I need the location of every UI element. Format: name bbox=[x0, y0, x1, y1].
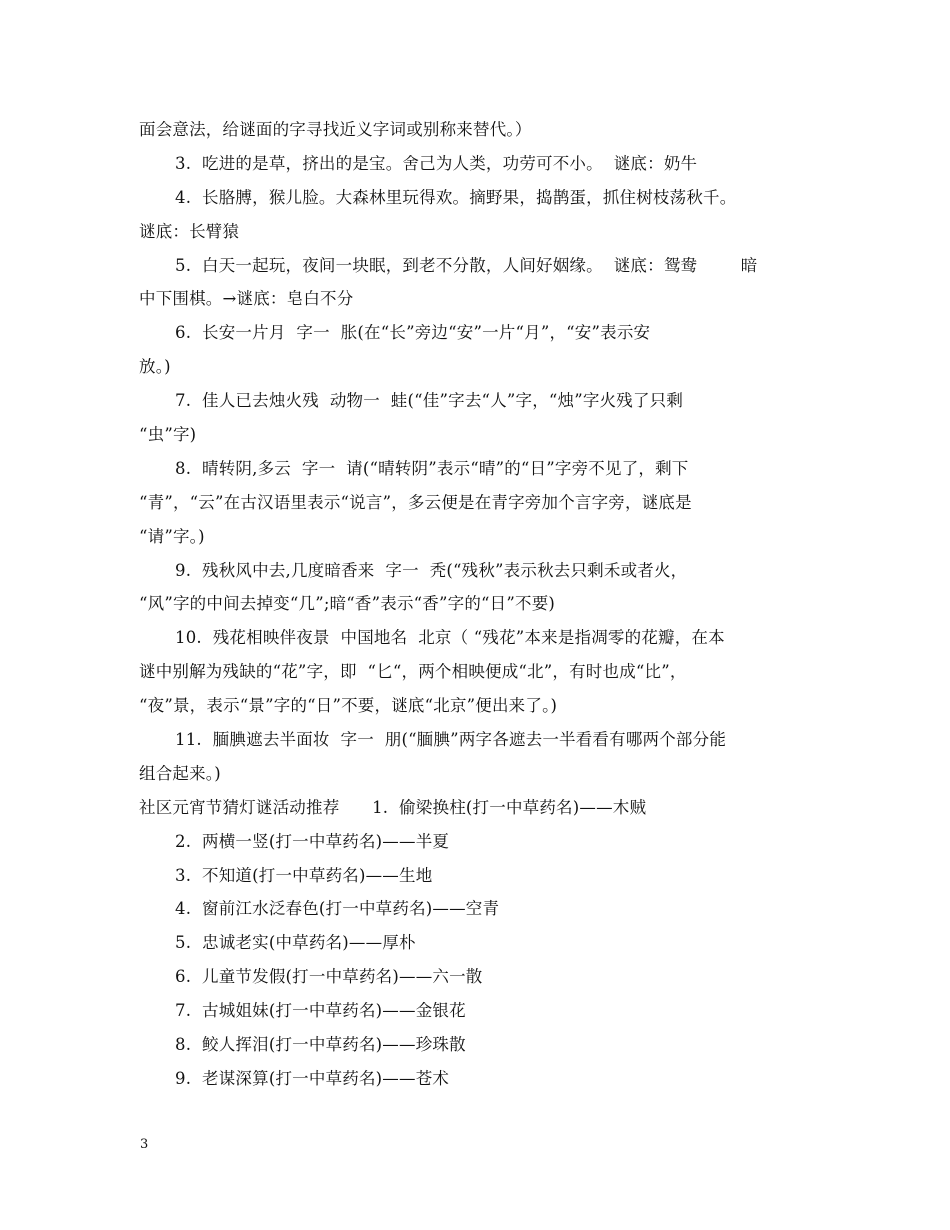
text-line: 11. 腼腆遮去半面妆 字一 朋(“腼腆”两字各遮去一半看看有哪两个部分能 bbox=[175, 730, 727, 750]
list-item: 4. 窗前江水泛春色(打一中草药名)——空青 bbox=[175, 899, 500, 919]
text-line: “夜”景，表示“景”字的“日”不要，谜底“北京”便出来了。) bbox=[139, 696, 558, 716]
text-line: 谜底：长臂猿 bbox=[139, 221, 240, 241]
list-item: 7. 古城姐妹(打一中草药名)——金银花 bbox=[175, 1001, 466, 1021]
page-number: 3 bbox=[140, 1137, 149, 1152]
text-line: “青”，“云”在古汉语里表示“说言”，多云便是在青字旁加个言字旁，谜底是 bbox=[139, 492, 692, 512]
list-item: 2. 两横一竖(打一中草药名)——半夏 bbox=[175, 831, 450, 851]
list-item: 9. 老谋深算(打一中草药名)——苍术 bbox=[175, 1068, 450, 1088]
text-line: 8. 晴转阴,多云 字一 请(“晴转阴”表示“晴”的“日”字旁不见了，剩下 bbox=[175, 458, 689, 478]
text-line: 放。) bbox=[139, 357, 171, 377]
text-line: 3. 吃进的是草，挤出的是宝。舍己为人类，功劳可不小。 谜底：奶牛 bbox=[175, 153, 698, 173]
section-heading-line: 社区元宵节猜灯谜活动推荐 1. 偷梁换柱(打一中草药名)——木贼 bbox=[139, 797, 647, 817]
text-line: 7. 佳人已去烛火残 动物一 蛙(“佳”字去“人”字，“烛”字火残了只剩 bbox=[175, 391, 684, 411]
text-line: 6. 长安一片月 字一 胀(在“长”旁边“安”一片“月”，“安”表示安 bbox=[175, 323, 651, 343]
text-line: 面会意法，给谜面的字寻找近义字词或别称来替代。） bbox=[139, 120, 532, 139]
text-line: “风”字的中间去掉变“几”;暗“香”表示“香”字的“日”不要) bbox=[139, 594, 556, 614]
text-line: 5. 白天一起玩，夜间一块眠，到老不分散，人间好姻缘。 谜底：鸳鸯 暗 bbox=[175, 255, 758, 275]
text-line: 4. 长胳膊，猴儿脸。大森林里玩得欢。摘野果，捣鹊蛋，抓住树枝荡秋千。 bbox=[175, 187, 737, 207]
text-line: “虫”字) bbox=[139, 425, 197, 445]
list-item: 8. 鲛人挥泪(打一中草药名)——珍珠散 bbox=[175, 1035, 466, 1055]
text-line: 10. 残花相映伴夜景 中国地名 北京（ “残花”本来是指凋零的花瓣，在本 bbox=[175, 628, 725, 648]
text-line: 中下围棋。→谜底：皂白不分 bbox=[139, 289, 354, 309]
document-body bbox=[139, 113, 819, 1096]
text-line: 组合起来。) bbox=[139, 763, 221, 783]
text-line: 9. 残秋风中去,几度暗香来 字一 秃(“残秋”表示秋去只剩禾或者火， bbox=[175, 560, 688, 580]
list-item: 3. 不知道(打一中草药名)——生地 bbox=[175, 865, 433, 885]
text-line: “请”字。) bbox=[139, 526, 205, 546]
list-item: 5. 忠诚老实(中草药名)——厚朴 bbox=[175, 933, 416, 953]
list-item: 6. 儿童节发假(打一中草药名)——六一散 bbox=[175, 967, 483, 987]
text-line: 谜中别解为残缺的“花”字，即 “匕“，两个相映便成“北”，有时也成“比”， bbox=[139, 662, 687, 682]
